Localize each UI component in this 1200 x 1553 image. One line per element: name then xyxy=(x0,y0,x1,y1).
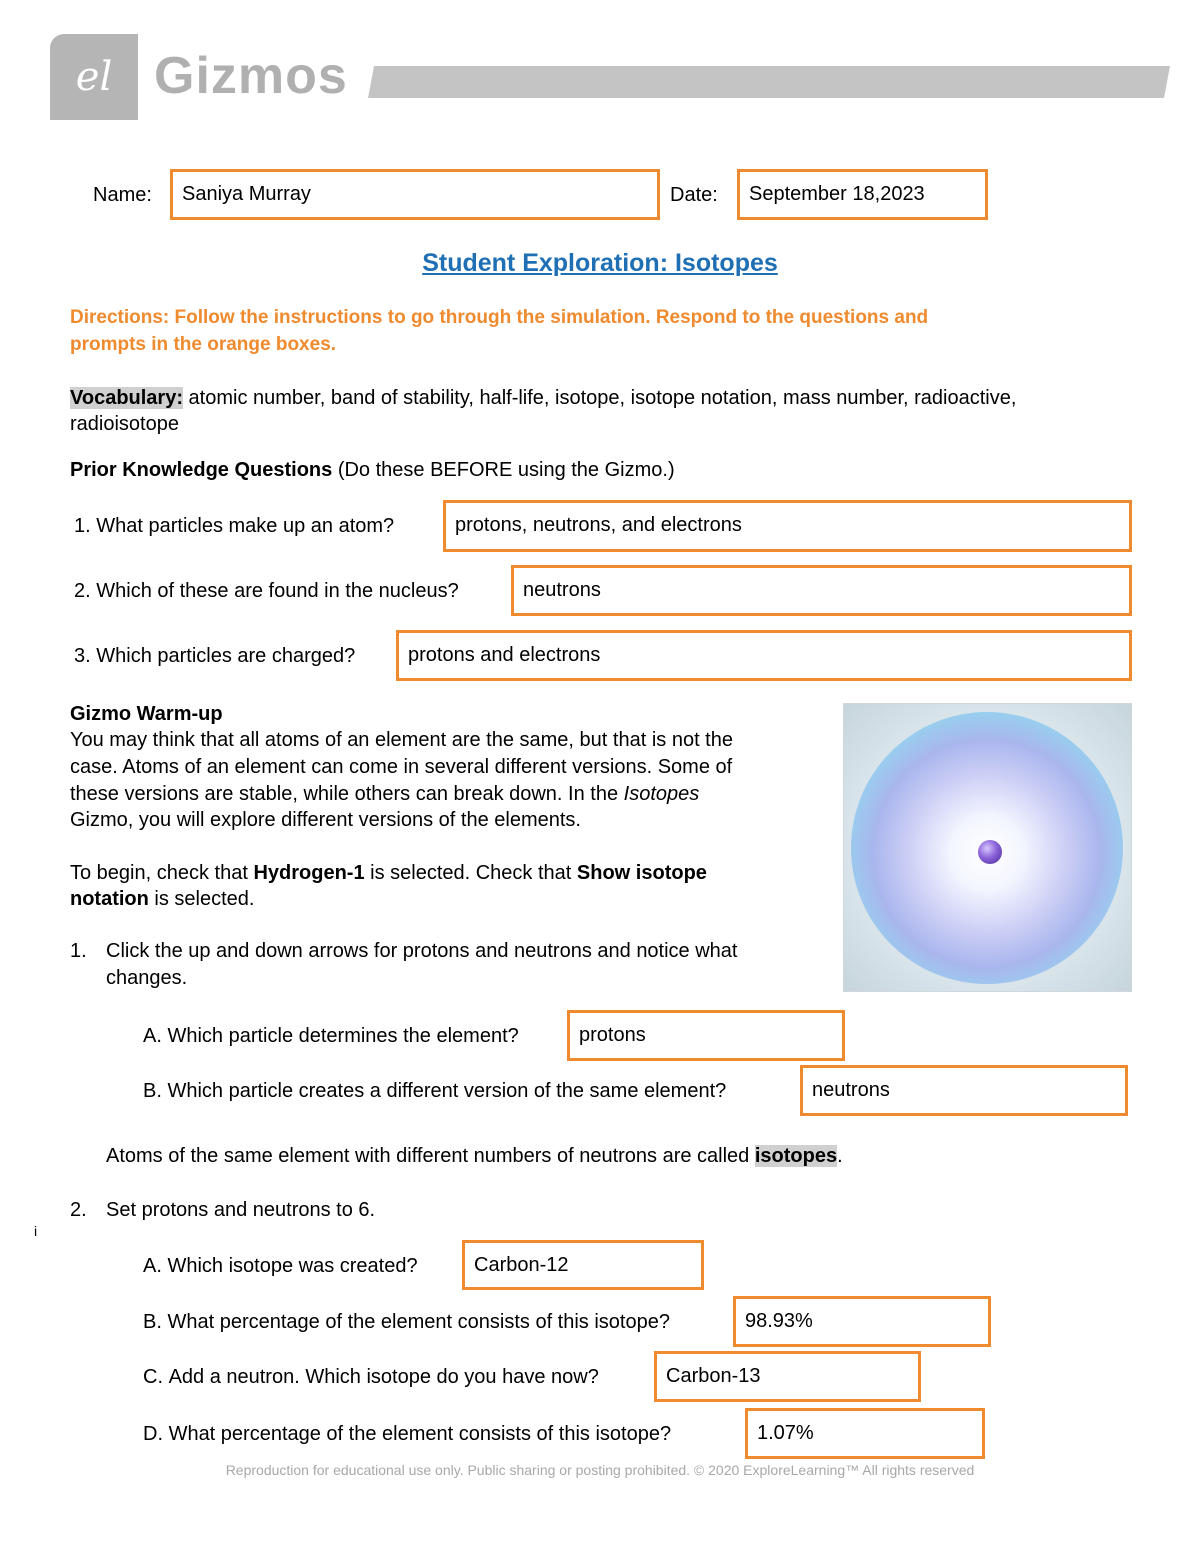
logo-text: Gizmos xyxy=(154,47,348,105)
warmup-p2-a: To begin, check that xyxy=(70,862,254,884)
vocabulary-terms: atomic number, band of stability, half-life, isotope, isotope notation, mass number, radioactive, xyxy=(183,387,1017,409)
hydrogen-atom-image xyxy=(843,703,1132,992)
warmup-heading: Gizmo Warm-up xyxy=(70,703,223,725)
q1-b-text: Which particle creates a different version of the same element? xyxy=(167,1080,727,1102)
nucleus-proton xyxy=(978,840,1002,864)
q2-a-label: A. xyxy=(143,1255,162,1277)
vocabulary-line-2: radioisotope xyxy=(70,413,179,435)
q1-a xyxy=(143,1023,519,1049)
q2-text: Set protons and neutrons to 6. xyxy=(106,1199,376,1221)
q1-note xyxy=(106,1143,843,1169)
q2-d-label: D. xyxy=(143,1423,163,1445)
warmup-p2-line-2 xyxy=(70,886,254,912)
q2-d xyxy=(143,1421,671,1447)
page-title: Student Exploration: Isotopes xyxy=(422,249,778,277)
q1-a-text: Which particle determines the element? xyxy=(167,1025,519,1047)
q2-c-answer[interactable]: Carbon-13 xyxy=(654,1351,921,1402)
q1-note-text: Atoms of the same element with different numbers of neutrons are called xyxy=(106,1145,755,1167)
q2-a-answer[interactable]: Carbon-12 xyxy=(462,1240,704,1290)
prior-q2 xyxy=(74,578,459,604)
q2-d-answer[interactable]: 1.07% xyxy=(745,1408,985,1459)
warmup-p2-c: is selected. Check that xyxy=(364,862,577,884)
q1-a-answer[interactable]: protons xyxy=(567,1010,845,1061)
prior-q1 xyxy=(74,513,394,539)
warmup-p2-line-1 xyxy=(70,860,707,886)
name-field[interactable]: Saniya Murray xyxy=(170,169,660,220)
warmup-p1-line-1: You may think that all atoms of an element are the same, but that is not the xyxy=(70,729,733,751)
q2-d-text: What percentage of the element consists of this isotope? xyxy=(168,1423,672,1445)
q2-a xyxy=(143,1253,418,1279)
footer-notice: Reproduction for educational use only. Public sharing or posting prohibited. © 2020 ExploreLearning™ All rights reserved xyxy=(225,1462,975,1478)
q2-a-text: Which isotope was created? xyxy=(167,1255,418,1277)
warmup-p2-d: Show isotope xyxy=(576,862,707,884)
header-bar xyxy=(368,66,1170,98)
q2-b xyxy=(143,1309,670,1335)
prior-heading-label: Prior Knowledge Questions xyxy=(70,459,333,481)
q1-num: 1. xyxy=(70,940,87,962)
prior-heading-note: (Do these BEFORE using the Gizmo.) xyxy=(332,459,675,481)
prior-q3 xyxy=(74,643,355,669)
warmup-p2-f: is selected. xyxy=(148,888,255,910)
q1-a-label: A. xyxy=(143,1025,162,1047)
q2-num: 2. xyxy=(70,1199,87,1221)
q1-line-1: Click the up and down arrows for protons and neutrons and notice what xyxy=(106,940,738,962)
warmup-p2-e: notation xyxy=(70,888,149,910)
name-label: Name: xyxy=(93,184,152,206)
warmup-p1-line-3 xyxy=(70,781,699,807)
date-field[interactable]: September 18,2023 xyxy=(737,169,988,220)
warmup-p2-b: Hydrogen-1 xyxy=(253,862,365,884)
q1-note-term: isotopes xyxy=(754,1145,838,1167)
q1-note-end: . xyxy=(837,1145,843,1167)
q1-line-2: changes. xyxy=(106,967,188,989)
prior-q2-num: 2. xyxy=(74,580,91,602)
prior-heading xyxy=(70,457,675,483)
prior-q3-answer[interactable]: protons and electrons xyxy=(396,630,1132,681)
prior-q2-text: Which of these are found in the nucleus? xyxy=(96,580,459,602)
prior-q1-num: 1. xyxy=(74,515,91,537)
prior-q1-answer[interactable]: protons, neutrons, and electrons xyxy=(443,500,1132,552)
warmup-p1-line-3-text: these versions are stable, while others can break down. In the xyxy=(70,783,624,805)
q2-b-label: B. xyxy=(143,1311,162,1333)
q1-b xyxy=(143,1078,726,1104)
prior-q3-text: Which particles are charged? xyxy=(96,645,356,667)
svg-text:el: el xyxy=(75,54,113,100)
logo-badge xyxy=(50,34,138,120)
q2-b-text: What percentage of the element consists of this isotope? xyxy=(167,1311,670,1333)
q2-b-answer[interactable]: 98.93% xyxy=(733,1296,991,1347)
el-mark-icon xyxy=(50,34,138,120)
warmup-p1-line-4: Gizmo, you will explore different versions of the elements. xyxy=(70,809,581,831)
vocabulary-label: Vocabulary: xyxy=(70,387,183,409)
q2-c-label: C. xyxy=(143,1366,163,1388)
prior-q1-text: What particles make up an atom? xyxy=(96,515,395,537)
prior-q3-num: 3. xyxy=(74,645,91,667)
date-label: Date: xyxy=(670,184,718,206)
directions-line-1: Directions: Follow the instructions to go through the simulation. Respond to the questions and xyxy=(70,307,929,328)
directions-line-2: prompts in the orange boxes. xyxy=(70,334,337,355)
q1-b-label: B. xyxy=(143,1080,162,1102)
q2-c xyxy=(143,1364,599,1390)
q2-c-text: Add a neutron. Which isotope do you have now? xyxy=(168,1366,599,1388)
prior-q2-answer[interactable]: neutrons xyxy=(511,565,1132,616)
vocabulary-line-1 xyxy=(70,385,1016,411)
warmup-p1-line-2: case. Atoms of an element can come in several different versions. Some of xyxy=(70,756,733,778)
q1-b-answer[interactable]: neutrons xyxy=(800,1065,1128,1116)
warmup-gizmo-name: Isotopes xyxy=(623,783,700,805)
margin-mark: i xyxy=(34,1223,38,1239)
